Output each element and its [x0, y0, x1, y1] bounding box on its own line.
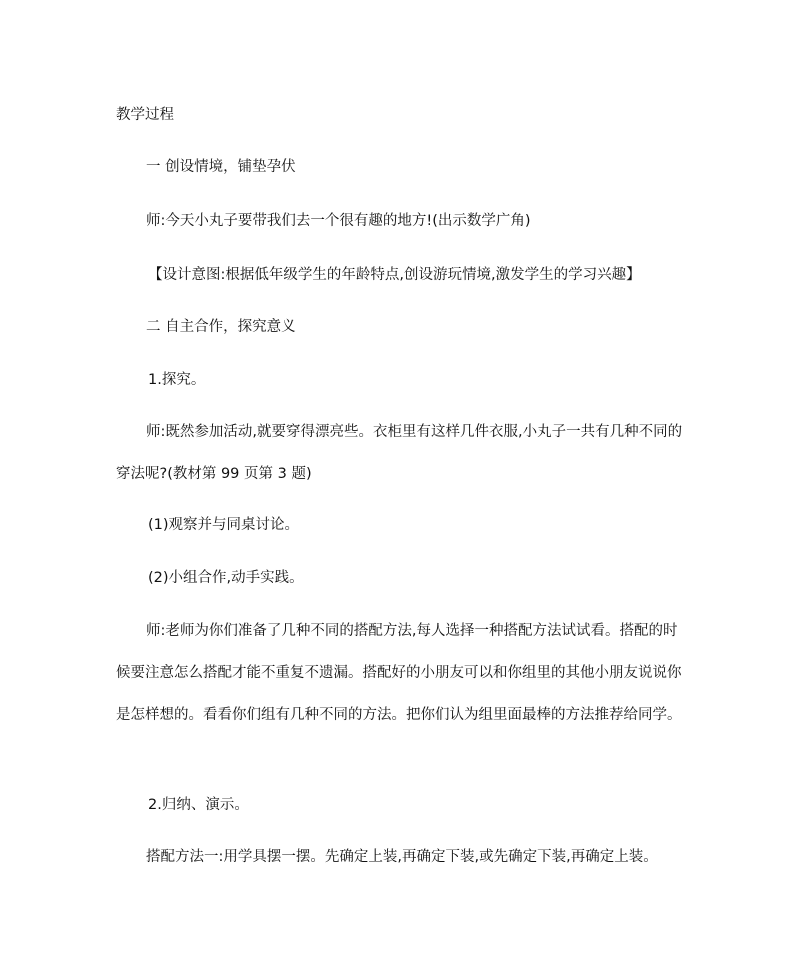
teacher-intro-paragraph: 师:今天小丸子要带我们去一个很有趣的地方!(出示数学广角): [146, 213, 531, 229]
teacher-question-text: 师:既然参加活动,就要穿得漂亮些。衣柜里有这样几件衣服,小丸子一共有几种不同的穿法呢?(教材第 99 页第 3 题): [116, 424, 683, 482]
section-two-title: 二 自主合作，探究意义: [146, 319, 296, 335]
design-intent-note: 【设计意图:根据低年级学生的年龄特点,创设游玩情境,激发学生的学习兴趣】: [148, 267, 641, 283]
teacher-guidance-text: 师:老师为你们准备了几种不同的搭配方法,每人选择一种搭配方法试试看。搭配的时候要注意怎么搭配才能不重复不遗漏。搭配好的小朋友可以和你组里的其他小朋友说说你是怎样想的。看看你们组有几种不同的方法。把你们认为组里面最棒的方法推荐给同学。: [116, 623, 682, 723]
sub-step-one: (1)观察并与同桌讨论。: [148, 517, 300, 533]
teacher-question-paragraph: [116, 411, 684, 495]
method-one-paragraph: 搭配方法一:用学具摆一摆。先确定上装,再确定下装,或先确定下装,再确定上装。: [146, 849, 658, 865]
teacher-guidance-paragraph: [116, 610, 684, 736]
step-two-label: 2.归纳、演示。: [148, 797, 249, 813]
step-one-label: 1.探究。: [148, 372, 206, 388]
section-one-title: 一 创设情境，铺垫孕伏: [146, 159, 296, 175]
lesson-process-heading: 教学过程: [116, 107, 174, 123]
sub-step-two: (2)小组合作,动手实践。: [148, 570, 304, 586]
